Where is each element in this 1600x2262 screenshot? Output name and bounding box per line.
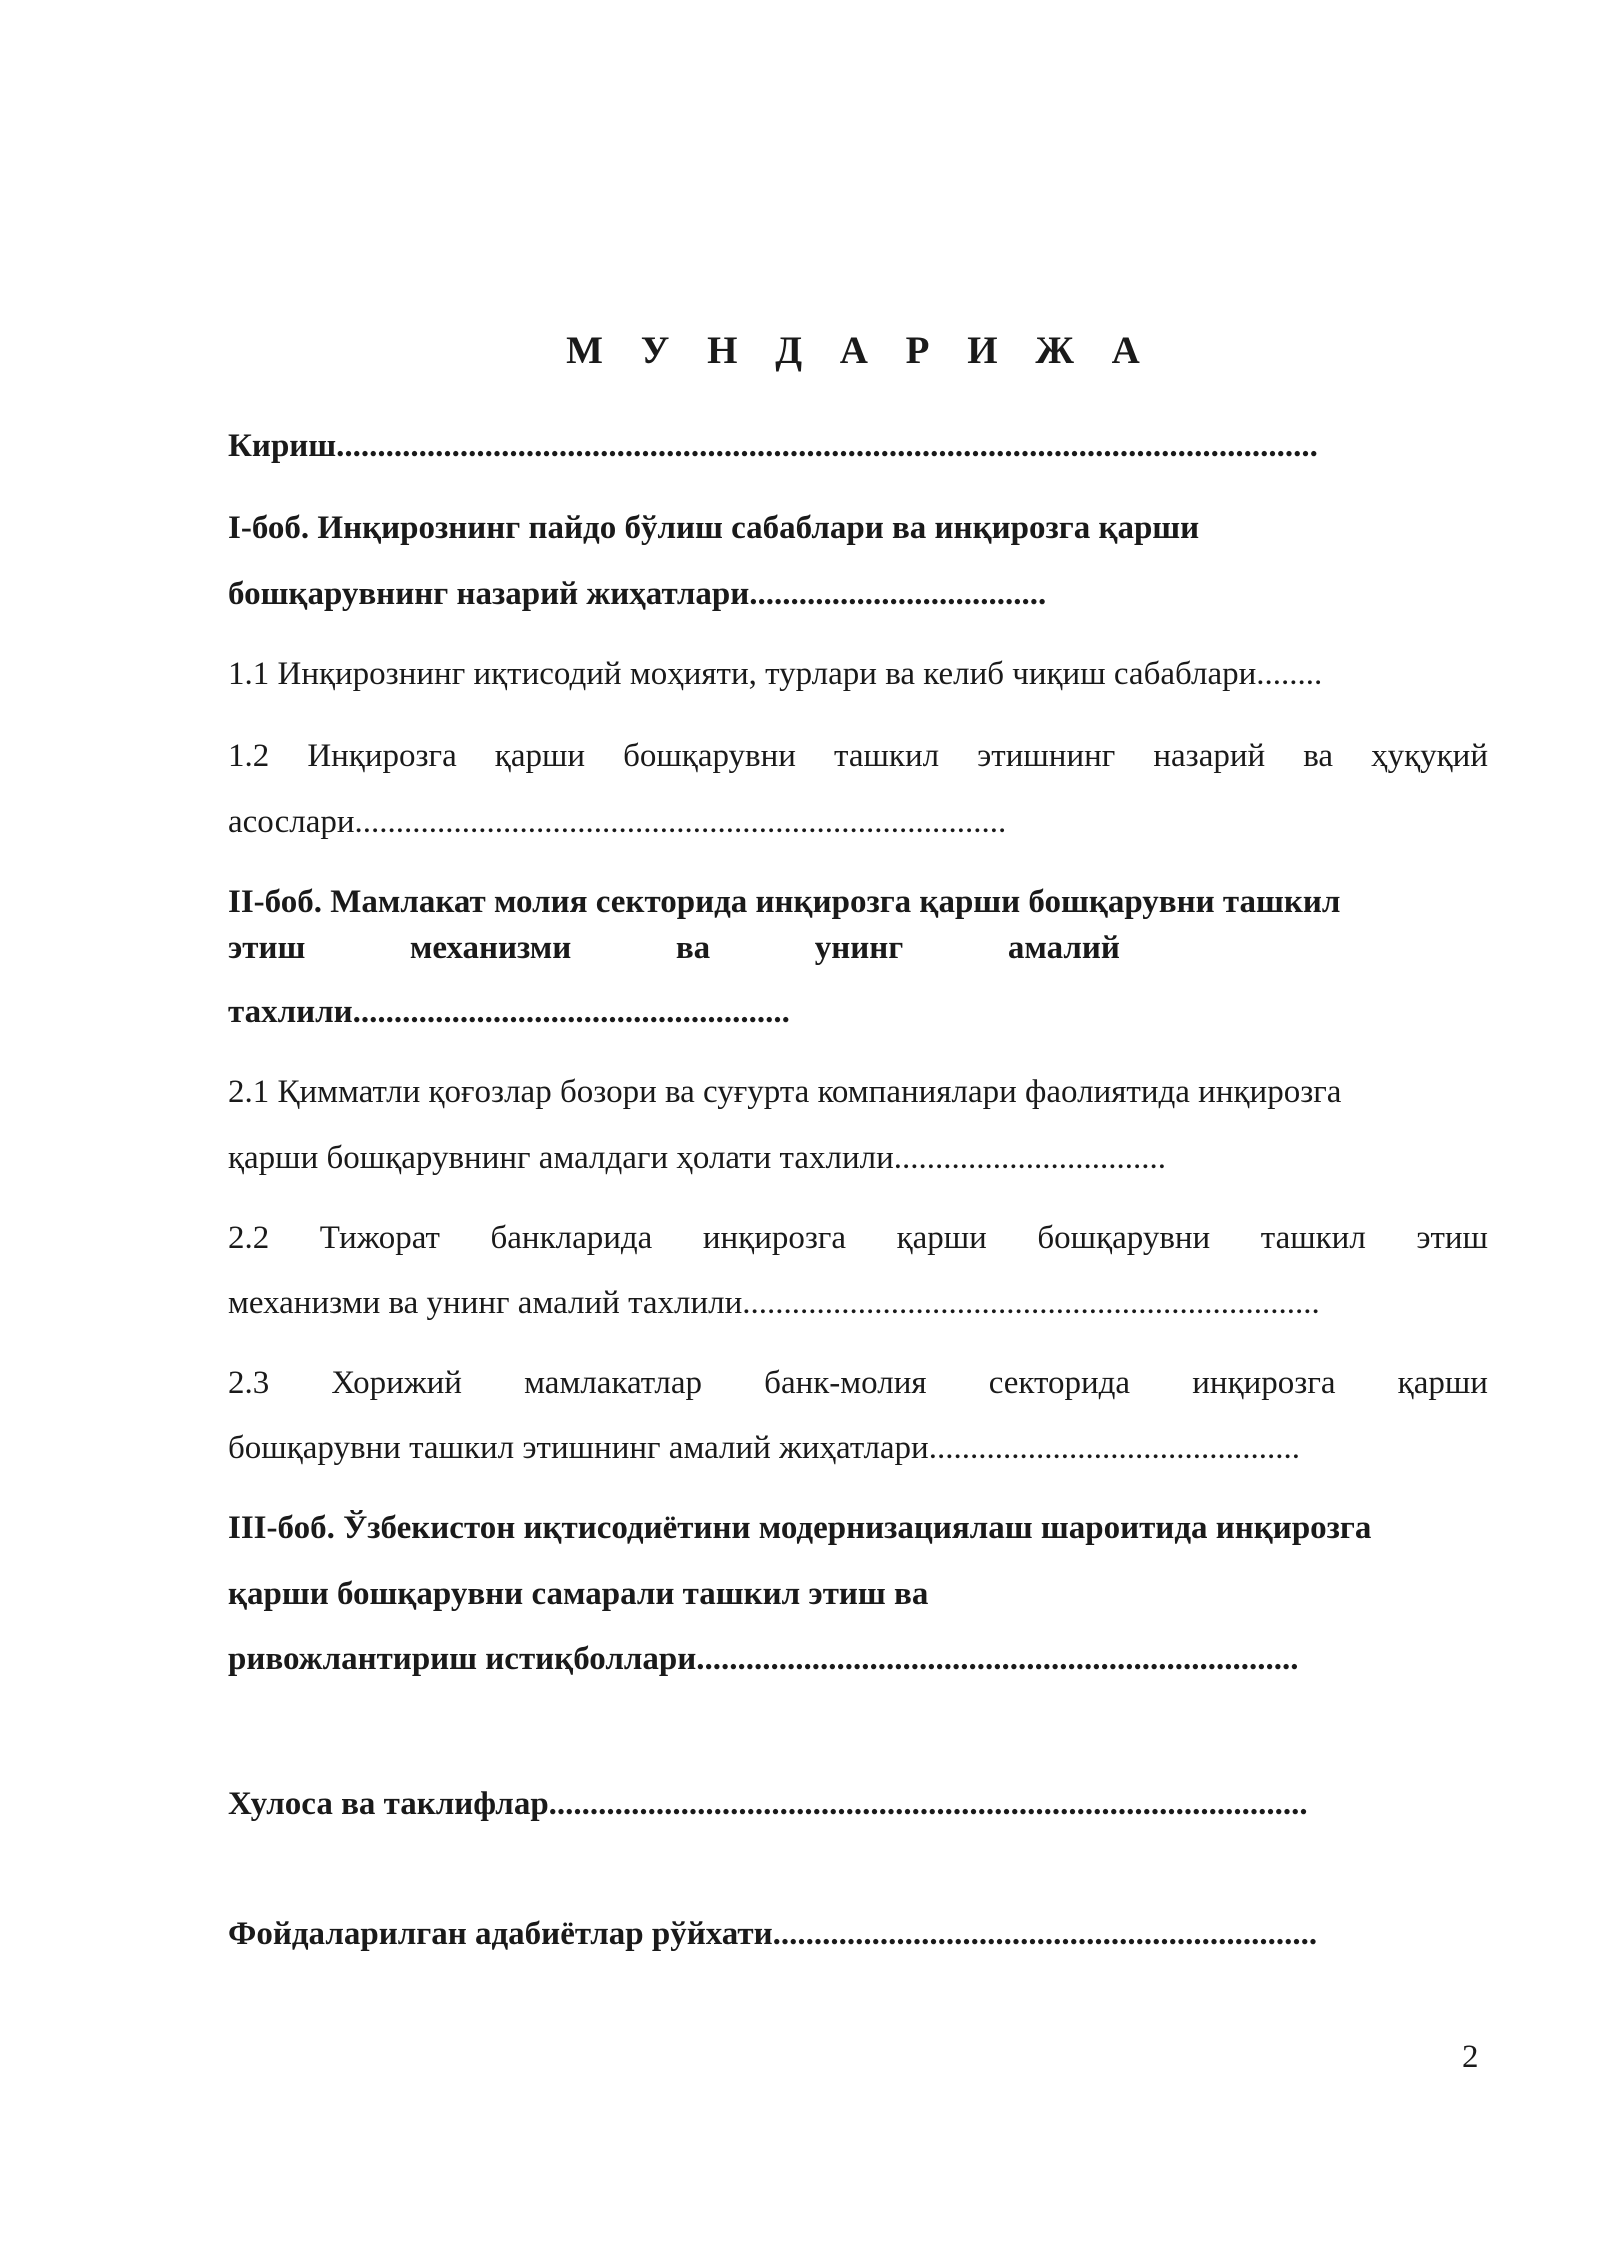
word: қарши xyxy=(494,738,586,774)
word: банкларида xyxy=(490,1220,653,1256)
word: ташкил xyxy=(834,738,940,774)
toc-chapter1-line1: I-боб. Инқирознинг пайдо бўлиш сабаблари ва инқирозга қарши xyxy=(228,510,1200,546)
toc-references: Фойдаларилган адабиётлар рўйхати.................................................................. xyxy=(228,1916,1318,1952)
word: механизми xyxy=(409,930,572,966)
word: бошқарувни xyxy=(1037,1220,1211,1256)
word: мамлакатлар xyxy=(524,1365,702,1401)
toc-chapter2-line2 xyxy=(228,932,1120,965)
word: банк-молия xyxy=(764,1365,927,1401)
toc-chapter3-line2: қарши бошқарувни самарали ташкил этиш ва xyxy=(228,1576,929,1612)
toc-section-2-2-line2: механизми ва унинг амалий тахлили...................................................................... xyxy=(228,1285,1320,1321)
toc-section-2-1-line1: 2.1 Қимматли қоғозлар бозори ва суғурта компаниялари фаолиятида инқирозга xyxy=(228,1074,1342,1110)
word: 2.2 xyxy=(228,1220,270,1256)
word: инқирозга xyxy=(702,1220,847,1256)
toc-section-1-2-line2: асослари............................................................................... xyxy=(228,804,1007,840)
word: назарий xyxy=(1153,738,1266,774)
page-title: М У Н Д А Р И Ж А xyxy=(566,329,1154,372)
toc-chapter2-line1: II-боб. Мамлакат молия секторида инқирозга қарши бошқарувни ташкил xyxy=(228,884,1341,920)
word: этиш xyxy=(228,930,306,966)
word: этишнинг xyxy=(977,738,1116,774)
word: бошқарувни xyxy=(623,738,796,774)
toc-section-2-3-line2: бошқарувни ташкил этишнинг амалий жиҳатлари............................................. xyxy=(228,1430,1300,1466)
word: инқирозга xyxy=(1192,1365,1336,1401)
word: ҳуқуқий xyxy=(1371,738,1488,774)
toc-section-1-1: 1.1 Инқирознинг иқтисодий моҳияти, турлари ва келиб чиқиш сабаблари........ xyxy=(228,656,1323,692)
word: 2.3 xyxy=(228,1365,270,1401)
toc-section-2-1-line2: қарши бошқарувнинг амалдаги ҳолати тахлили................................. xyxy=(228,1140,1167,1176)
toc-intro: Кириш....................................................................................................................... xyxy=(228,428,1318,464)
word: қарши xyxy=(896,1220,987,1256)
toc-section-2-2-line1 xyxy=(228,1222,1488,1255)
word: ташкил xyxy=(1260,1220,1366,1256)
toc-conclusion: Хулоса ва таклифлар............................................................................................ xyxy=(228,1786,1308,1822)
word: ва xyxy=(1303,738,1334,774)
toc-chapter2-line3: тахлили..................................................... xyxy=(228,994,790,1030)
toc-section-2-3-line1 xyxy=(228,1367,1488,1400)
toc-chapter3-line3: ривожлантириш истиқболлари......................................................................... xyxy=(228,1641,1299,1677)
toc-chapter3-line1: III-боб. Ўзбекистон иқтисодиётини модернизациялаш шароитида инқирозга xyxy=(228,1510,1372,1546)
word: Хорижий xyxy=(331,1365,462,1401)
toc-chapter1-line2: бошқарувнинг назарий жиҳатлари.................................... xyxy=(228,576,1047,612)
word: ва xyxy=(675,930,711,966)
word: секторида xyxy=(988,1365,1131,1401)
word: Инқирозга xyxy=(307,738,457,774)
word: Тижорат xyxy=(319,1220,440,1256)
word: қарши xyxy=(1397,1365,1488,1401)
word: этиш xyxy=(1416,1220,1488,1256)
word: 1.2 xyxy=(228,738,270,774)
page-number: 2 xyxy=(1462,2039,1479,2075)
word: унинг xyxy=(814,930,904,966)
toc-section-1-2-line1 xyxy=(228,740,1488,773)
word: амалий xyxy=(1007,930,1120,966)
